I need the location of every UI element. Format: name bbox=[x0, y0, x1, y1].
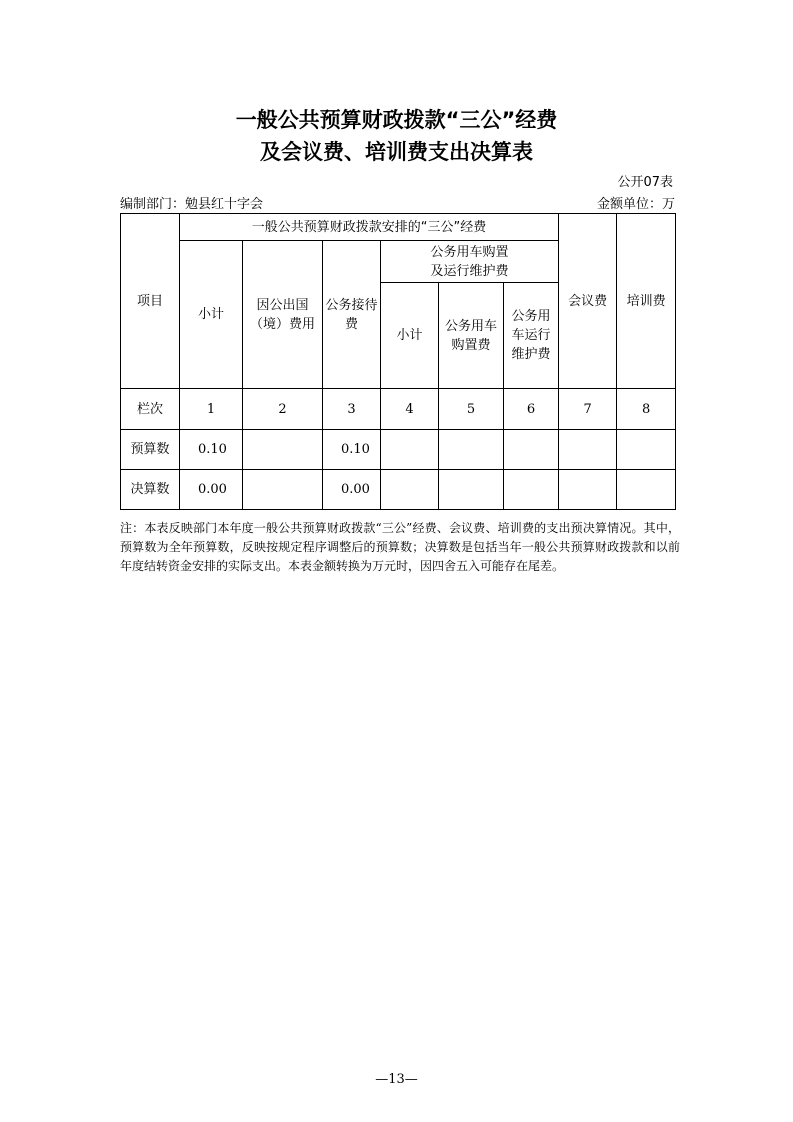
table-cell: 7 bbox=[559, 389, 617, 430]
header-reception-line1: 公务接待 bbox=[325, 297, 378, 313]
page-number: —13— bbox=[375, 1072, 418, 1087]
table-cell bbox=[504, 430, 559, 470]
table-cell bbox=[439, 470, 504, 510]
document-title-line1: 一般公共预算财政拨款“三公”经费 bbox=[235, 108, 558, 132]
document-title-line2: 及会议费、培训费支出决算表 bbox=[260, 140, 533, 164]
header-vehicle-purchase bbox=[439, 283, 504, 389]
table-cell: 0.10 bbox=[323, 430, 381, 470]
header-vehicle-running-line2: 车运行 bbox=[511, 328, 551, 343]
amount-unit: 金额单位：万 bbox=[596, 197, 675, 212]
table-cell bbox=[381, 430, 439, 470]
form-number: 公开07表 bbox=[617, 175, 673, 190]
header-meeting: 会议费 bbox=[559, 214, 617, 389]
header-group: 一般公共预算财政拨款安排的“三公”经费 bbox=[180, 214, 559, 241]
row-label: 决算数 bbox=[121, 470, 180, 510]
table-cell bbox=[381, 470, 439, 510]
table-cell bbox=[439, 430, 504, 470]
table-cell: 3 bbox=[323, 389, 381, 430]
header-vehicle-line2: 及运行维护费 bbox=[430, 263, 509, 279]
header-reception-line2: 费 bbox=[344, 316, 358, 332]
table-row bbox=[121, 470, 676, 510]
table-cell: 8 bbox=[617, 389, 676, 430]
table-row bbox=[121, 430, 676, 470]
header-abroad bbox=[243, 241, 323, 389]
table-cell: 1 bbox=[180, 389, 243, 430]
header-training: 培训费 bbox=[617, 214, 676, 389]
table-cell bbox=[617, 430, 676, 470]
header-vehicle-running-line1: 公务用 bbox=[511, 309, 551, 324]
table-cell: 0.00 bbox=[180, 470, 243, 510]
header-vehicle bbox=[381, 241, 559, 283]
header-vehicle-running-line3: 维护费 bbox=[511, 347, 551, 362]
header-abroad-line2: （境）费用 bbox=[249, 316, 315, 332]
header-vehicle-running bbox=[504, 283, 559, 389]
table-cell: 4 bbox=[381, 389, 439, 430]
compiling-department: 编制部门：勉县红十字会 bbox=[120, 197, 264, 212]
table-cell bbox=[243, 470, 323, 510]
row-label: 栏次 bbox=[121, 389, 180, 430]
table-note: 注：本表反映部门本年度一般公共预算财政拨款“三公”经费、会议费、培训费的支出预决算情况。其中，预算数为全年预算数，反映按规定程序调整后的预算数；决算数是包括当年一般公共预算财政拨款和以前年度结转资金安排的实际支出。本表金额转换为万元时，因四舍五入可能存在尾差。 bbox=[120, 521, 680, 573]
table-cell: 2 bbox=[243, 389, 323, 430]
header-item: 项目 bbox=[121, 214, 180, 389]
table-cell bbox=[617, 470, 676, 510]
header-vehicle-subtotal: 小计 bbox=[381, 283, 439, 389]
expenditure-table bbox=[120, 213, 676, 510]
table-cell bbox=[559, 430, 617, 470]
header-vehicle-purchase-line1: 公务用车 bbox=[444, 318, 497, 334]
header-vehicle-purchase-line2: 购置费 bbox=[451, 337, 491, 353]
table-cell: 6 bbox=[504, 389, 559, 430]
table-cell: 0.10 bbox=[180, 430, 243, 470]
row-label: 预算数 bbox=[121, 430, 180, 470]
table-cell bbox=[504, 470, 559, 510]
table-cell bbox=[559, 470, 617, 510]
header-subtotal: 小计 bbox=[180, 241, 243, 389]
header-vehicle-line1: 公务用车购置 bbox=[430, 244, 509, 260]
table-cell: 0.00 bbox=[323, 470, 381, 510]
table-row bbox=[121, 389, 676, 430]
table-cell: 5 bbox=[439, 389, 504, 430]
table-cell bbox=[243, 430, 323, 470]
header-reception bbox=[323, 241, 381, 389]
header-abroad-line1: 因公出国 bbox=[256, 297, 309, 313]
